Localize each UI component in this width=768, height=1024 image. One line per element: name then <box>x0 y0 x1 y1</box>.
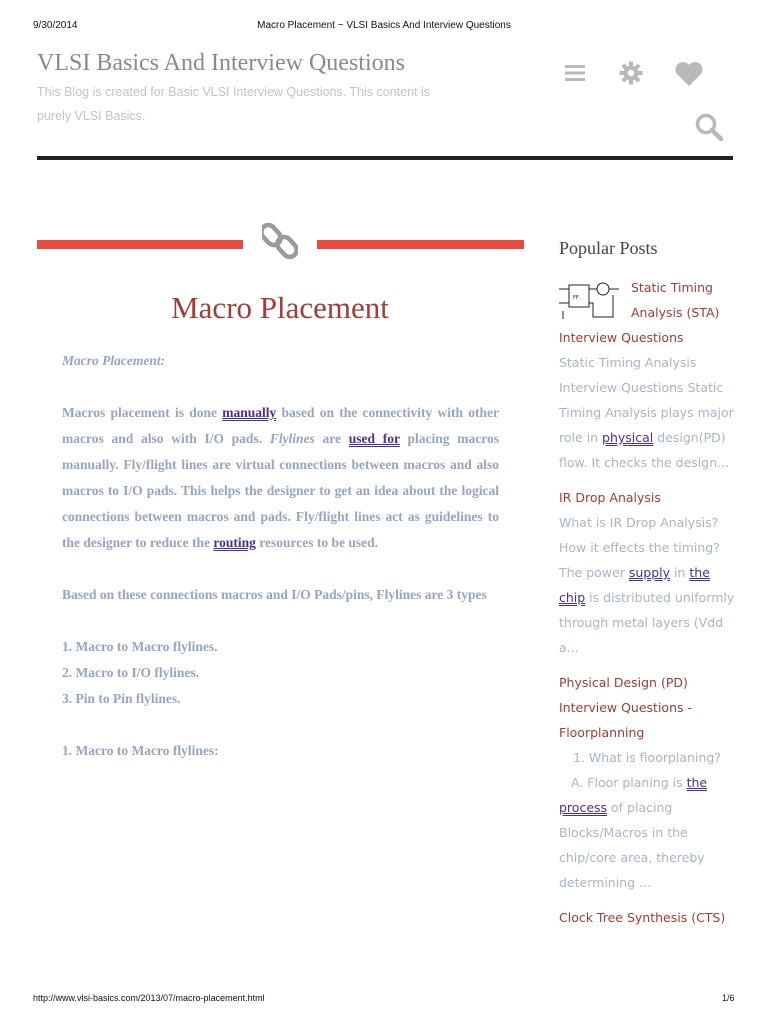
print-page-title: Macro Placement ~ VLSI Basics And Interview Questions <box>257 20 511 31</box>
popular-post-excerpt <box>559 350 737 475</box>
popular-post-item <box>559 275 737 475</box>
text-run: in <box>670 565 690 580</box>
keyword-link-supply[interactable]: supply <box>628 565 671 580</box>
text-run: are <box>314 431 349 446</box>
popular-post-excerpt <box>559 745 737 895</box>
text-run: design(PD) flow. It checks the design... <box>559 430 730 470</box>
print-page-number: 1/6 <box>722 993 735 1003</box>
keyword-link-the-process[interactable]: the process <box>559 775 708 815</box>
text-run: Macros placement is done <box>62 405 223 420</box>
blog-description: This Blog is created for Basic VLSI Interview Questions. This content is purely VLSI Basics. <box>37 85 430 123</box>
text-run: What is IR Drop Analysis? How it effects the timing? The power <box>559 515 720 580</box>
header-divider <box>37 156 733 160</box>
keyword-link-used-for[interactable]: used for <box>348 431 400 446</box>
article-body <box>62 348 499 790</box>
svg-text:FF: FF <box>573 295 579 301</box>
popular-post-item <box>559 905 737 930</box>
text-run: is distributed uniformly through metal layers (Vdd a... <box>559 590 735 655</box>
print-url: http://www.vlsi-basics.com/2013/07/macro-placement.html <box>33 993 265 1003</box>
keyword-link-the-chip[interactable]: the chip <box>559 565 710 605</box>
popular-posts-widget <box>559 238 737 930</box>
text-run: based on the connectivity with other macros and also with I/O pads. <box>62 405 499 446</box>
list-item: 1. Macro to Macro flylines. <box>62 639 218 654</box>
flyline-types-list <box>62 634 499 712</box>
post-title: Macro Placement <box>171 290 389 325</box>
list-item: 3. Pin to Pin flylines. <box>62 691 181 706</box>
article-paragraph-2: Based on these connections macros and I/O Pads/pins, Flylines are 3 types <box>62 587 487 602</box>
heart-icon[interactable] <box>674 61 704 87</box>
keyword-link-manually[interactable]: manually <box>222 405 277 420</box>
sta-diagram-thumbnail[interactable] <box>559 281 619 321</box>
section-heading: 1. Macro to Macro flylines: <box>62 743 219 758</box>
article-paragraph-1 <box>62 400 499 556</box>
popular-post-excerpt <box>559 510 737 660</box>
excerpt-list-line: 1. What is floorplaning? <box>573 750 721 765</box>
text-run: Static Timing Analysis Interview Questions Static Timing Analysis plays major role in <box>559 355 734 445</box>
menu-icon[interactable] <box>565 64 585 82</box>
keyword-link-physical[interactable]: physical <box>602 430 654 445</box>
link-icon <box>262 222 298 260</box>
blog-title[interactable]: VLSI Basics And Interview Questions <box>37 50 405 76</box>
gear-icon[interactable] <box>619 61 643 85</box>
title-bar-left <box>37 240 243 249</box>
article-subheading: Macro Placement: <box>62 353 166 368</box>
list-item: 2. Macro to I/O flylines. <box>62 665 199 680</box>
text-run: of placing Blocks/Macros in the chip/core area, thereby determining ... <box>559 800 705 890</box>
text-run: placing macros manually. Fly/flight lines are virtual connections between macros and also macros to I/O pads. This helps the designer to get an idea about the logical connections between macros and pads. Fly/flight lines act as guidelines to the designer to reduce the <box>62 431 499 550</box>
popular-post-title[interactable]: Physical Design (PD) Interview Questions - Floorplanning <box>559 675 693 740</box>
search-icon[interactable] <box>694 112 724 142</box>
popular-post-title[interactable]: Static Timing Analysis (STA) Interview Questions <box>559 280 720 345</box>
popular-post-title[interactable]: Clock Tree Synthesis (CTS) <box>559 910 726 925</box>
keyword-link-routing[interactable]: routing <box>213 535 256 550</box>
popular-post-title[interactable]: IR Drop Analysis <box>559 490 661 505</box>
popular-post-item <box>559 485 737 660</box>
text-run: A. Floor planing is <box>571 775 687 790</box>
popular-posts-heading: Popular Posts <box>559 238 658 258</box>
title-bar-right <box>317 240 524 249</box>
flylines-emphasis: Flylines <box>269 431 315 446</box>
text-run: resources to be used. <box>255 535 378 550</box>
print-date: 9/30/2014 <box>33 20 78 31</box>
popular-post-item <box>559 670 737 895</box>
